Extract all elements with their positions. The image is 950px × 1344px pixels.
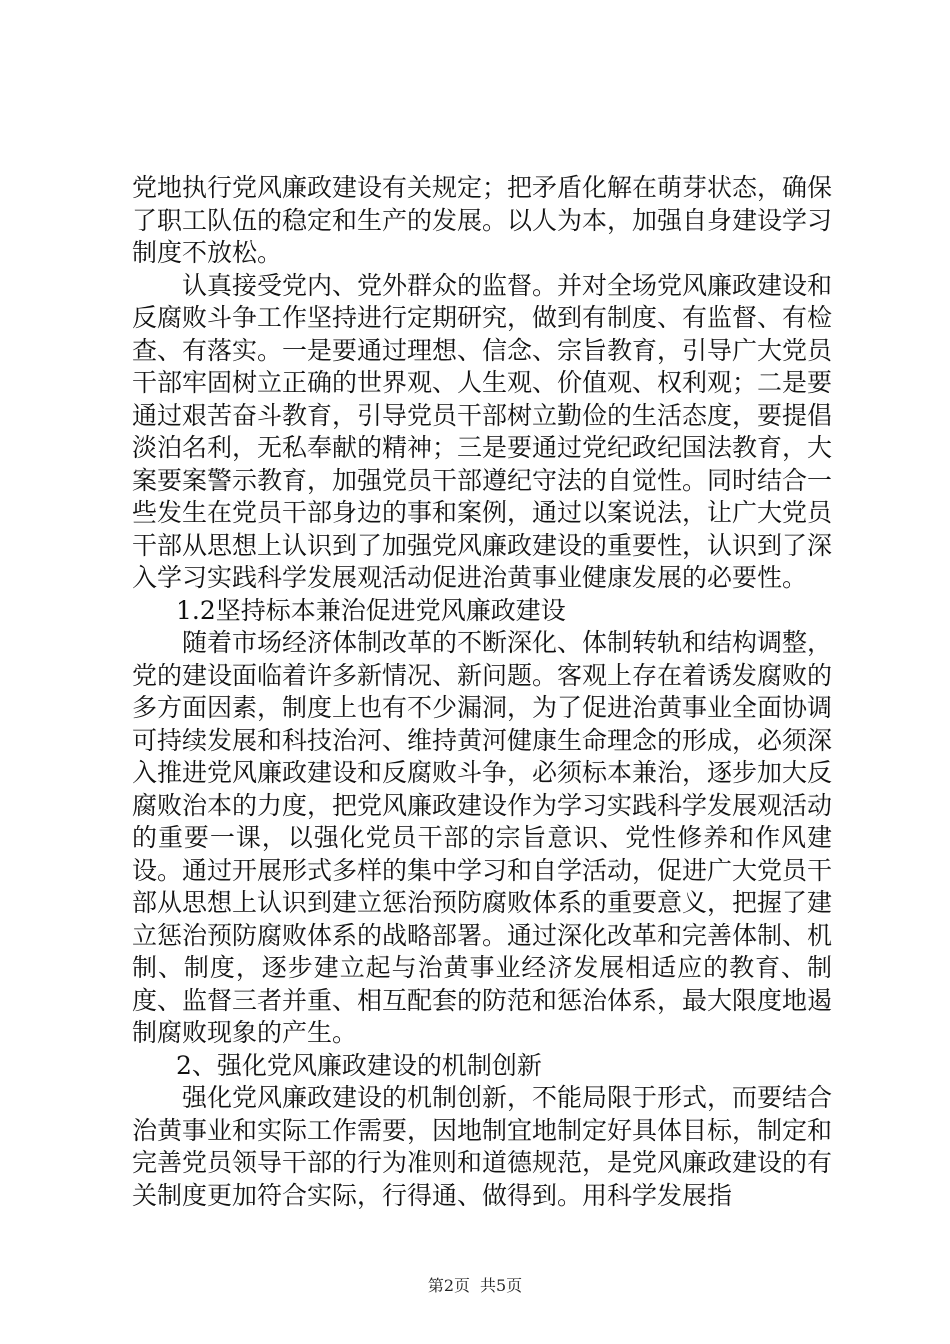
page-number: 第2页 [427, 1276, 470, 1295]
paragraph-mechanism-innovation: 强化党风廉政建设的机制创新，不能局限于形式，而要结合治黄事业和实际工作需要，因地制宜地制定好具体目标，制定和完善党员领导干部的行为准则和道德规范，是党风廉政建设的有关制度更加符合实际，行得通、做得到。用科学发展指 [132, 1083, 833, 1210]
document-body [132, 172, 832, 1212]
paragraph-root-and-branch: 随着市场经济体制改革的不断深化、体制转轨和结构调整，党的建设面临着许多新情况、新问题。客观上存在着诱发腐败的多方面因素，制度上也有不少漏洞，为了促进治黄事业全面协调可持续发展和科技治河、维持黄河健康生命理念的形成，必须深入推进党风廉政建设和反腐败斗争，必须标本兼治，逐步加大反腐败治本的力度，把党风廉政建设作为学习实践科学发展观活动的重要一课，以强化党员干部的宗旨意识、党性修养和作风建设。通过开展形式多样的集中学习和自学活动，促进广大党员干部从思想上认识到建立惩治预防腐败体系的重要意义，把握了建立惩治预防腐败体系的战略部署。通过深化改革和完善体制、机制、制度，逐步建立起与治黄事业经济发展相适应的教育、制度、监督三者并重、相互配套的防范和惩治体系，最大限度地遏制腐败现象的产生。 [132, 628, 833, 1047]
paragraph-supervision: 认真接受党内、党外群众的监督。并对全场党风廉政建设和反腐败斗争工作坚持进行定期研究，做到有制度、有监督、有检查、有落实。一是要通过理想、信念、宗旨教育，引导广大党员干部牢固树立正确的世界观、人生观、价值观、权利观；二是要通过艰苦奋斗教育，引导党员干部树立勤俭的生活态度，要提倡淡泊名利，无私奉献的精神；三是要通过党纪政纪国法教育，大案要案警示教育，加强党员干部遵纪守法的自觉性。同时结合一些发生在党员干部身边的事和案例，通过以案说法，让广大党员干部从思想上认识到了加强党风廉政建设的重要性，认识到了深入学习实践科学发展观活动促进治黄事业健康发展的必要性。 [132, 270, 833, 592]
page-footer [0, 1273, 950, 1296]
section-heading-1-2: 1.2坚持标本兼治促进党风廉政建设 [176, 595, 566, 625]
paragraph-continuation: 党地执行党风廉政建设有关规定；把矛盾化解在萌芽状态，确保了职工队伍的稳定和生产的发展。以人为本，加强自身建设学习制度不放松。 [132, 173, 833, 267]
page-total: 共5页 [480, 1276, 523, 1295]
section-heading-2: 2、强化党风廉政建设的机制创新 [176, 1050, 542, 1080]
